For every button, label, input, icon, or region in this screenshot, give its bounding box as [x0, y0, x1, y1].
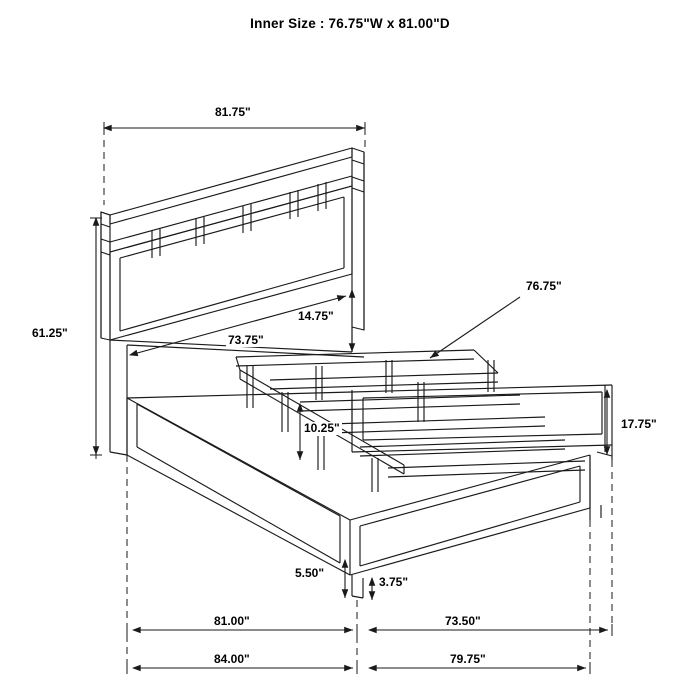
dim-label-side-rail-height: 17.75" — [621, 417, 657, 431]
dim-label-slat-span: 76.75" — [526, 279, 562, 293]
leader-lines — [90, 122, 612, 674]
dim-label-headboard-width: 81.75" — [215, 105, 251, 119]
dim-label-inner-width-right: 73.50" — [445, 614, 481, 628]
dim-label-footboard-leg-height: 5.50" — [295, 566, 325, 580]
dim-label-overall-length-left: 84.00" — [214, 652, 250, 666]
leader-slat-span — [430, 297, 520, 358]
dim-label-slat-clearance: 10.25" — [304, 421, 340, 435]
dim-label-overall-width-right: 79.75" — [450, 652, 486, 666]
bed-outline — [101, 148, 612, 598]
dim-label-headboard-panel-width: 73.75" — [228, 333, 264, 347]
dim-label-footboard-foot-height: 3.75" — [379, 575, 409, 589]
dim-label-inner-length-left: 81.00" — [214, 614, 250, 628]
dim-label-overall-height: 61.25" — [32, 326, 68, 340]
page-title: Inner Size : 76.75"W x 81.00"D — [250, 16, 450, 31]
dim-label-headboard-panel-drop: 14.75" — [298, 309, 334, 323]
